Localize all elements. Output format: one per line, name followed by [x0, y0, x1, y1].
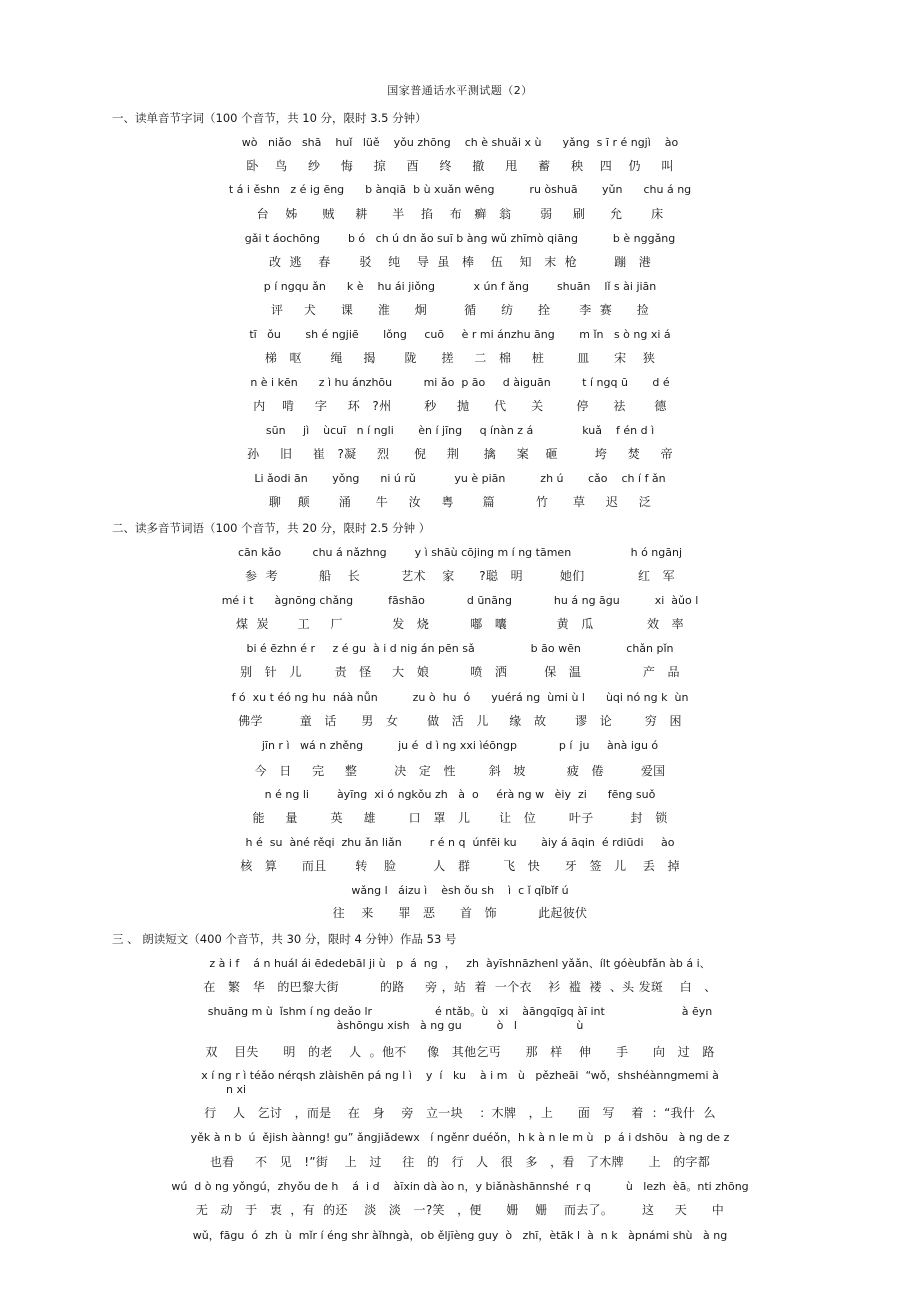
- hanzi-line: 内 啃 字 环 ?州 秒 抛 代 关 停 祛 德: [253, 399, 667, 413]
- pinyin-line: mé i t àgnōng chǎng fāshāo d ūnāng hu á ng āgu xi àǔo l: [221, 594, 699, 607]
- pinyin-line: wò niǎo shā huǐ lüě yǒu zhōng ch è shuǎi x ù yǎng s ī r é ngjì ào: [241, 136, 679, 149]
- pinyin-line: f ó xu t éó ng hu náà nǚn zu ò hu ó yuérá ng ùmi ù l ùqi nó ng k ùn: [231, 691, 689, 704]
- pinyin-line: Li ǎodi ān yǒng ni ú rǔ yu è piān zh ú cǎo ch í f ǎn: [254, 472, 666, 485]
- hanzi-line: 往 来 罪 恶 首 饰 此起彼伏: [332, 906, 588, 920]
- pinyin-line: bi é ēzhn é r z é gu à i d nig án pēn sǎ b āo wēn chǎn pǐn: [246, 642, 674, 655]
- pinyin-line: n è i kēn z ì hu ánzhōu mi ǎo p āo d àiguān t í ngq ū d é: [250, 376, 670, 389]
- pinyin-line: x í ng r ì téǎo nérqsh zlàishēn pá ng l ì y í ku à i m ù pězheāi “wǒ，shshéànngmemi à: [201, 1069, 719, 1082]
- hanzi-line: 别 针 儿 责 怪 大 娘 喷 洒 保 温 产 品: [240, 665, 680, 679]
- pinyin-line: tī ǒu sh é ngjiē lǒng cuō è r mi ánzhu āng m ǐn s ò ng xi á: [249, 328, 671, 341]
- hanzi-line: 行 人 乞讨 ，而是 在 身 旁 立一块 ：木牌 ，上 面 写 着 ：“我什 么: [204, 1106, 716, 1120]
- page-title: 国家普通话水平测试题（2）: [387, 84, 533, 97]
- hanzi-line: 今 日 完 整 决 定 性 斜 坡 疲 倦 爱国: [254, 764, 666, 778]
- pinyin-line: h é su àné rěqi zhu ǎn liǎn r é n q únfēi ku àiy á āqin é rdiūdi ào: [245, 836, 675, 849]
- hanzi-line: 核 算 而且 转 脸 人 群 飞 快 牙 签 儿 丢 掉: [240, 859, 680, 873]
- hanzi-line: 参 考 船 长 艺术 家 ?聪 明 她们 红 军: [245, 569, 675, 583]
- hanzi-line: 评 犬 课 淮 炯 循 纺 拴 李 赛 捡: [270, 303, 650, 317]
- pinyin-line: wǔ，fāgu ó zh ù mǐr í éng shr àǐhngà，ob ěljīèng guy ò zhī，ètāk l à n k àpnámi shù à ng: [192, 1229, 728, 1242]
- hanzi-line: 改 逃 春 驳 纯 导 虽 棒 伍 知 末 枪 蹦 港: [268, 255, 652, 269]
- pinyin-line: jīn r ì wá n zhěng ju é d ì ng xxi ìéōngp p í ju ànà igu ó: [261, 739, 659, 752]
- pinyin-line: wú d ò ng yǒngú，zhyǒu de h á i d àīxin dà ào n，y biǎnàshānnshé r q ù lezh èā。nti zhōng: [171, 1180, 749, 1193]
- hanzi-line: 在 繁 华 的巴黎大街 的路 旁 ，站 着 一个衣 衫 褴 褛 、头 发斑 白 、: [203, 980, 717, 994]
- hanzi-line: 梯 呕 绳 揭 陇 搓 二 棉 桩 皿 宋 狭: [264, 351, 656, 365]
- pinyin-line: p í ngqu ǎn k è hu ái jiǒng x ún f ǎng shuān lǐ s ài jiān: [263, 280, 657, 293]
- hanzi-line: 能 量 英 雄 口 罩 儿 让 位 叶子 封 锁: [252, 811, 668, 825]
- section-3-heading: 三 、 朗读短文（400 个音节，共 30 分，限时 4 分钟）作品 53 号: [112, 932, 457, 946]
- pinyin-line: wǎng l áizu ì èsh ǒu sh ì c ǐ qǐbǐf ú: [351, 884, 569, 897]
- hanzi-line: 也看 不 见 !”街 上 过 往 的 行 人 很 多 ，看 了木牌 上 的字都: [209, 1155, 711, 1169]
- pinyin-line: gǎi t áochōng b ó ch ú dn ǎo suī b ànɡ wǔ zhīmò qiāng b è nggǎng: [244, 232, 676, 245]
- section-1-heading: 一、读单音节字词（100 个音节，共 10 分，限时 3.5 分钟）: [112, 111, 427, 125]
- hanzi-line: 无 动 于 衷 ，有 的还 淡 淡 一?笑 ，便 姗 姗 而去了。 这 天 中: [195, 1203, 725, 1217]
- pinyin-line: shuāng m ù ǐshm í ng deǎo lr é ntǎb。ù xi àāngqīgq àī int à ēyn: [207, 1005, 713, 1018]
- pinyin-line: àshōngu xish à ng gu ò l ù: [336, 1019, 584, 1032]
- pinyin-line: t á i ěshn z é ig ēng b ànqiā b ù xuǎn wēng ru òshuā yǔn chu á ng: [228, 183, 692, 196]
- hanzi-line: 台 姊 贼 耕 半 掐 布 癣 翁 弱 刷 允 床: [256, 207, 664, 221]
- pinyin-line: sūn jì ùcuī n í ngli èn í jīng q ínàn z á kuǎ f én d ì: [265, 424, 655, 437]
- hanzi-line: 煤 炭 工 厂 发 烧 嘟 囔 黄 瓜 效 率: [236, 617, 684, 631]
- pinyin-line: yěk à n b ú ějish àànng! gu” ǎngjiǎdewx í ngěnr duéǒn，h k à n le m ù p á i dshōu à ng de z: [190, 1131, 730, 1144]
- hanzi-line: 聊 颠 涌 牛 汝 粤 篇 竹 草 迟 泛: [268, 495, 652, 509]
- hanzi-line: 孙 旧 崔 ?凝 烈 倪 荆 擒 案 砸 垮 焚 帝: [247, 447, 673, 461]
- pinyin-line: n xi: [226, 1083, 247, 1096]
- pinyin-line: cān kǎo chu á nǎzhng y ì shāù cōjing m í ng tāmen h ó ngānj: [237, 546, 683, 559]
- section-2-heading: 二、读多音节词语（100 个音节，共 20 分，限时 2.5 分钟 ）: [112, 521, 431, 535]
- pinyin-line: z à i f á n huál ái ēdedebāl ji ù p á ng ， zh àyīshnāzhenl yǎǎn、ílt góèubfǎn àb á i、: [209, 957, 711, 970]
- hanzi-line: 佛学 童 话 男 女 做 活 儿 缘 故 谬 论 穷 困: [238, 714, 682, 728]
- pinyin-line: n é ng li àyīng xi ó ngkǒu zh à o érà ng w èiy zi fēng suǒ: [264, 788, 656, 801]
- hanzi-line: 卧 鸟 纱 悔 掠 酉 终 撤 甩 蓄 秧 四 仍 叫: [246, 159, 674, 173]
- hanzi-line: 双 目失 明 的老 人 。他不 像 其他乞丐 那 样 伸 手 向 过 路: [205, 1045, 715, 1059]
